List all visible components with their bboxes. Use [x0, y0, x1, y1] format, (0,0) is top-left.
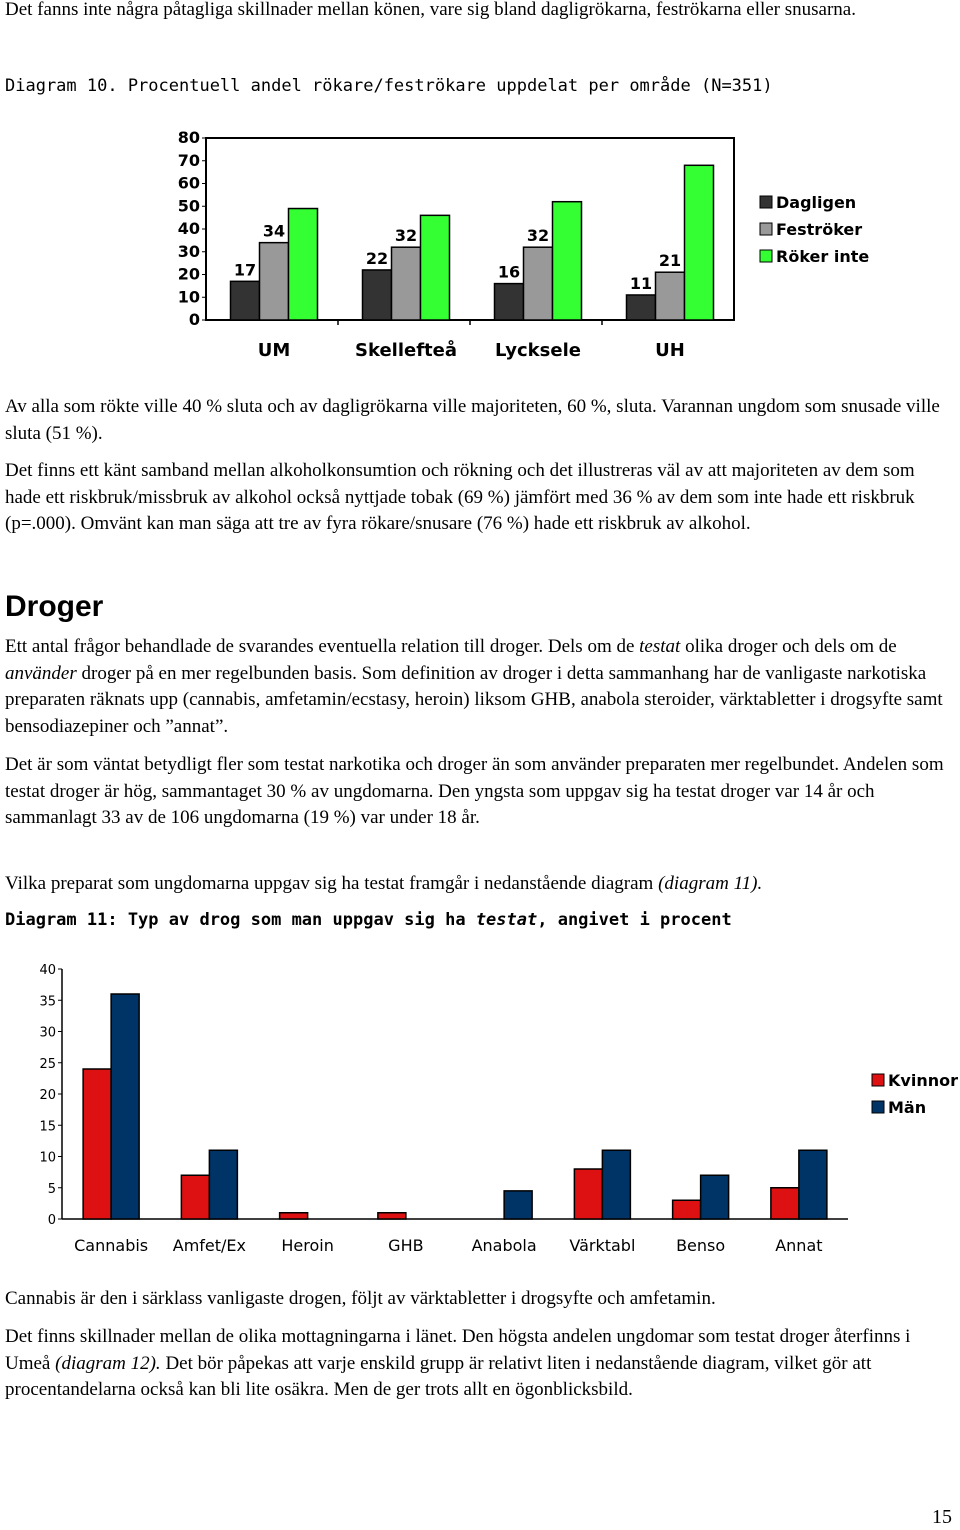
- legend-swatch: [760, 250, 772, 262]
- category-label: GHB: [388, 1236, 424, 1255]
- y-tick-label: 10: [39, 1150, 56, 1166]
- bar: [392, 247, 421, 320]
- bar: [421, 215, 450, 320]
- data-label: 22: [365, 248, 389, 268]
- legend-label: Röker inte: [776, 247, 870, 266]
- y-tick-label: 80: [177, 128, 200, 147]
- y-tick-label: 5: [47, 1181, 56, 1197]
- bar: [83, 1069, 111, 1219]
- category-label: Annat: [775, 1236, 823, 1255]
- cannabis-paragraph: Cannabis är den i särklass vanligaste drogen, följt av värktabletter i drogsyfte och amfetamin.: [5, 1288, 716, 1309]
- diagram10-caption: Diagram 10. Procentuell andel rökare/feströkare uppdelat per område (N=351): [5, 76, 773, 96]
- bar: [627, 295, 656, 320]
- category-label: Heroin: [281, 1236, 334, 1255]
- y-tick-label: 20: [177, 264, 200, 284]
- y-tick-label: 40: [177, 219, 200, 238]
- bar: [504, 1191, 532, 1219]
- smoking-quit-paragraph: Av alla som rökte ville 40 % sluta och av dagligrökarna ville majoriteten, 60 %, sluta. Varannan ungdom som snusade ville sluta (51 %).: [5, 396, 940, 444]
- category-label: Skellefteå: [355, 340, 457, 361]
- y-tick-label: 0: [188, 310, 200, 329]
- category-label: Amfet/Ex: [172, 1236, 246, 1255]
- y-tick-label: 50: [177, 196, 200, 216]
- data-label: 32: [526, 226, 550, 246]
- bar: [799, 1150, 827, 1219]
- bar: [574, 1169, 602, 1219]
- diagram11-chart: [0, 950, 960, 1260]
- legend-label: Feströker: [776, 220, 863, 239]
- bar: [260, 243, 289, 320]
- bar: [280, 1213, 308, 1219]
- category-label: UM: [257, 340, 291, 361]
- data-label: 21: [658, 251, 682, 271]
- data-label: 11: [629, 273, 653, 293]
- bar: [181, 1175, 209, 1219]
- section-heading-droger: Droger: [5, 590, 104, 623]
- bar: [602, 1150, 630, 1219]
- legend-swatch: [760, 223, 772, 235]
- y-tick-label: 0: [47, 1213, 56, 1228]
- bar: [524, 247, 553, 320]
- diagram11-caption: Diagram 11: Typ av drog som man uppgav sig ha testat, angivet i procent: [5, 910, 732, 930]
- bar: [701, 1175, 729, 1219]
- data-label: 32: [394, 226, 418, 246]
- legend-swatch: [872, 1101, 884, 1113]
- legend-swatch: [760, 196, 772, 208]
- bar: [363, 270, 392, 320]
- legend-label: Män: [888, 1098, 927, 1117]
- page-number: 15: [932, 1506, 952, 1528]
- bar: [495, 284, 524, 320]
- drug-definition-paragraph: Ett antal frågor behandlade de svarandes eventuella relation till droger. Dels om de testat olika droger och dels om de använder droger på en mer regelbunden basis. Som definition av droger i detta sammanhang har de vanligaste narkotiska preparaten räknats upp (cannabis, amfetamin/ecstasy, heroin) liksom GHB, anabola steroider, värktabletter i drogsyfte samt bensodiazepiner och ”annat”.: [5, 636, 943, 737]
- alcohol-tobacco-paragraph: Det finns ett känt samband mellan alkoholkonsumtion och rökning och det illustreras väl av att majoriteten av dem som hade ett riskbruk/missbruk av alkohol också nyttjade tobak (69 %) jämfört med 36 % av dem som inte hade ett riskbruk (p=.000). Omvänt kan man säga att tre av fyra rökare/snusare (76 %) hade ett riskbruk av alkohol.: [5, 460, 915, 534]
- bar: [378, 1213, 406, 1219]
- category-label: Värktabl: [569, 1236, 636, 1255]
- y-tick-label: 30: [39, 1025, 56, 1041]
- bar: [553, 202, 582, 320]
- bar: [231, 281, 260, 320]
- y-tick-label: 20: [39, 1088, 56, 1103]
- y-tick-label: 10: [177, 287, 200, 307]
- diagram10-chart: [0, 120, 960, 370]
- bar: [771, 1188, 799, 1219]
- bar: [111, 994, 139, 1219]
- y-tick-label: 25: [39, 1056, 56, 1072]
- y-tick-label: 30: [177, 241, 200, 261]
- bar: [209, 1150, 237, 1219]
- bar: [685, 165, 714, 320]
- y-tick-label: 70: [177, 150, 200, 170]
- category-label: UH: [655, 340, 685, 361]
- y-tick-label: 40: [39, 963, 56, 978]
- y-tick-label: 15: [39, 1119, 56, 1135]
- drug-testing-paragraph: Det är som väntat betydligt fler som testat narkotika och droger än som använder preparaten mer regelbundet. Andelen som testat droger är hög, sammantaget 30 % av ungdomarna. Den yngsta som uppgav sig ha testat droger var 14 år och sammanlagt 33 av de 106 ungdomarna (19 %) var under 18 år.: [5, 754, 944, 828]
- legend-swatch: [872, 1074, 884, 1086]
- category-label: Benso: [676, 1236, 726, 1255]
- legend-label: Dagligen: [776, 193, 857, 212]
- diagram11-reference-paragraph: Vilka preparat som ungdomarna uppgav sig ha testat framgår i nedanstående diagram (diagram 11).: [5, 873, 763, 894]
- bar: [673, 1200, 701, 1219]
- data-label: 17: [233, 260, 257, 280]
- bar: [289, 209, 318, 320]
- category-label: Lycksele: [495, 340, 581, 361]
- category-label: Anabola: [471, 1236, 537, 1255]
- y-tick-label: 35: [39, 994, 56, 1010]
- data-label: 34: [262, 221, 286, 241]
- data-label: 16: [497, 262, 521, 282]
- bar: [656, 272, 685, 320]
- y-tick-label: 60: [177, 173, 200, 193]
- regional-differences-paragraph: Det finns skillnader mellan de olika mottagningarna i länet. Den högsta andelen ungdomar som testat droger återfinns i Umeå (diagram 12). Det bör påpekas att varje enskild grupp är relativt liten i nedanstående diagram, vilket gör att procentandelarna också kan bli lite osäkra. Men de ger trots allt en ögonblicksbild.: [5, 1326, 911, 1400]
- category-label: Cannabis: [74, 1236, 149, 1255]
- legend-label: Kvinnor: [888, 1071, 958, 1090]
- intro-paragraph: Det fanns inte några påtagliga skillnader mellan könen, vare sig bland dagligrökarna, feströkarna eller snusarna.: [5, 0, 856, 20]
